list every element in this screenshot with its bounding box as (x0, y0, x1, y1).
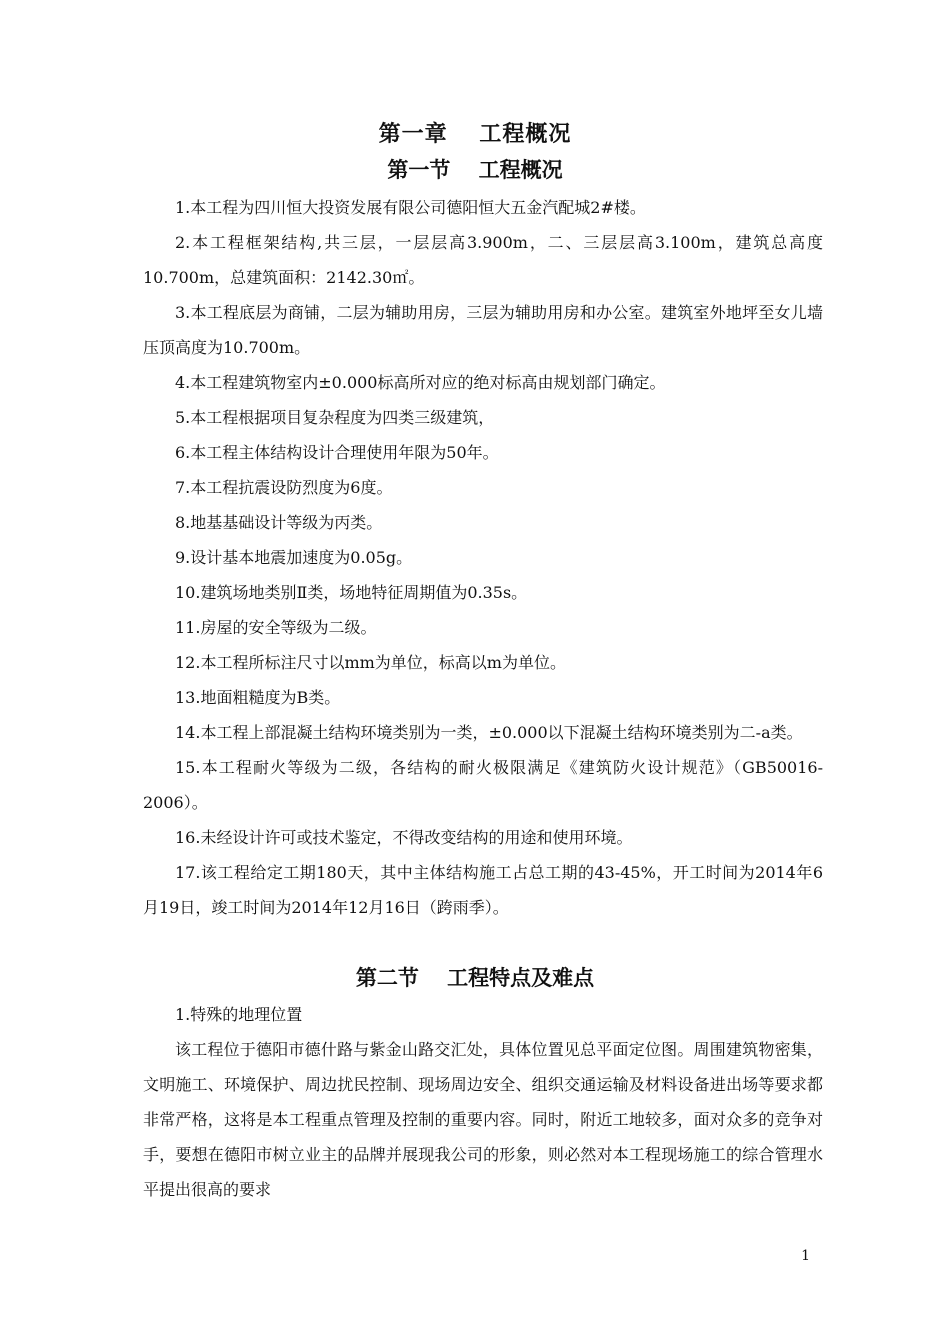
list-item: 14.本工程上部混凝土结构环境类别为一类，±0.000以下混凝土结构环境类别为二-a类。 (175, 723, 803, 742)
list-item: 4.本工程建筑物室内±0.000标高所对应的绝对标高由规划部门确定。 (175, 373, 666, 392)
list-item: 7.本工程抗震设防烈度为6度。 (175, 478, 393, 497)
chapter-title: 第一章 工程概况 (378, 122, 572, 147)
section-2-body (143, 997, 823, 1207)
page-number: 1 (801, 1248, 810, 1264)
list-item: 2.本工程框架结构,共三层，一层层高3.900m，二、三层层高3.100m，建筑总高度10.700m，总建筑面积：2142.30㎡。 (143, 233, 823, 287)
section-title-2: 第二节 工程特点及难点 (355, 966, 595, 990)
list-item: 10.建筑场地类别Ⅱ类，场地特征周期值为0.35s。 (175, 583, 528, 602)
list-item: 12.本工程所标注尺寸以mm为单位，标高以m为单位。 (175, 653, 566, 672)
list-item: 6.本工程主体结构设计合理使用年限为50年。 (175, 443, 499, 462)
list-item: 13.地面粗糙度为B类。 (175, 688, 341, 707)
list-item: 5.本工程根据项目复杂程度为四类三级建筑， (175, 408, 495, 427)
list-item: 9.设计基本地震加速度为0.05g。 (175, 548, 413, 567)
list-item: 15.本工程耐火等级为二级，各结构的耐火极限满足《建筑防火设计规范》（GB50016-2006）。 (143, 758, 823, 812)
list-item: 17.该工程给定工期180天，其中主体结构施工占总工期的43-45%，开工时间为2014年6月19日，竣工时间为2014年12月16日（跨雨季）。 (143, 863, 823, 917)
list-item: 16.未经设计许可或技术鉴定，不得改变结构的用途和使用环境。 (175, 828, 633, 847)
list-item: 1.本工程为四川恒大投资发展有限公司德阳恒大五金汽配城2#楼。 (175, 198, 646, 217)
list-item: 1.特殊的地理位置 (175, 1005, 303, 1024)
list-item: 8.地基基础设计等级为丙类。 (175, 513, 383, 532)
list-item: 11.房屋的安全等级为二级。 (175, 618, 377, 637)
list-item: 3.本工程底层为商铺，二层为辅助用房，三层为辅助用房和办公室。建筑室外地坪至女儿墙压顶高度为10.700m。 (143, 303, 823, 357)
list-item: 该工程位于德阳市德什路与紫金山路交汇处，具体位置见总平面定位图。周围建筑物密集，文明施工、环境保护、周边扰民控制、现场周边安全、组织交通运输及材料设备进出场等要求都非常严格，这将是本工程重点管理及控制的重要内容。同时，附近工地较多，面对众多的竞争对手，要想在德阳市树立业主的品牌并展现我公司的形象，则必然对本工程现场施工的综合管理水平提出很高的要求 (143, 1040, 823, 1199)
section-title-1: 第一节 工程概况 (387, 158, 563, 182)
section-1-body (143, 190, 823, 925)
